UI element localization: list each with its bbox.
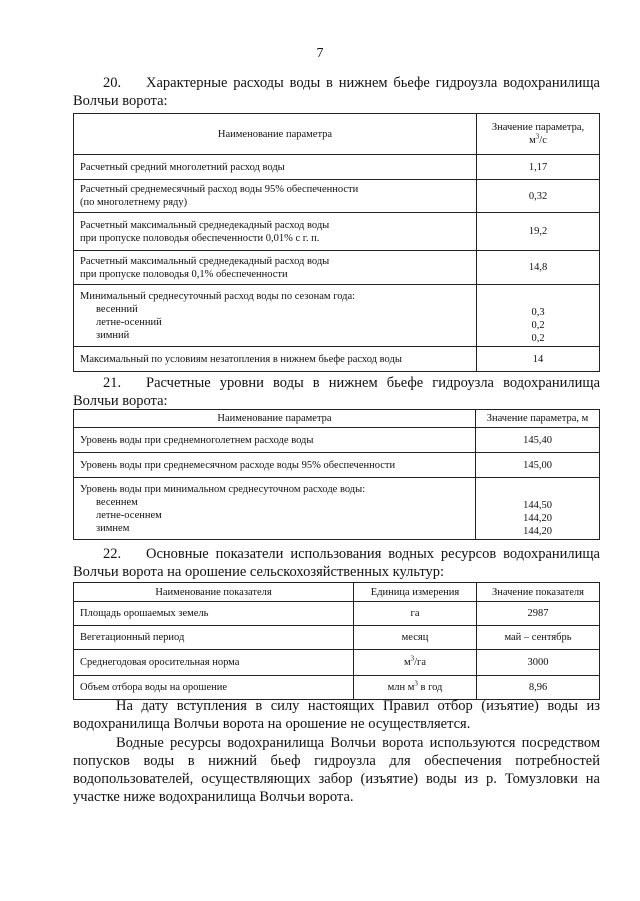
discharge-table [73,113,600,372]
row-value: 145,00 [476,453,600,478]
row-label: Минимальный среднесуточный расход воды по сезонам года: весенний летне-осенний зимний [74,285,477,347]
row-value: 19,2 [477,213,600,251]
column-header-value: Значение параметра, м [476,410,600,428]
row-label: Расчетный максимальный среднедекадный расход воды при пропуске половодья 0,1% обеспеченности [74,251,477,285]
column-header-name: Наименование показателя [74,583,354,602]
table-header-row [74,583,600,602]
table-row [74,478,600,540]
column-header-value: Значение показателя [477,583,600,602]
column-header-parameter: Наименование параметра [74,410,476,428]
table-row [74,626,600,650]
table-row [74,428,600,453]
row-label: Среднегодовая оросительная норма [74,650,354,676]
row-value: 1,17 [477,155,600,180]
row-label: Уровень воды при среднемноголетнем расходе воды [74,428,476,453]
row-label: Уровень воды при минимальном среднесуточном расходе воды: весеннем летне-осеннем зимнем [74,478,476,540]
section-20-heading [73,74,600,110]
row-unit: млн $м^3$ в год [354,676,477,700]
section-22-number: 22. [103,546,122,562]
row-value: 2987 [477,602,600,626]
table-row [74,213,600,251]
row-label: Расчетный среднемесячный расход воды 95% обеспеченности (по многолетнему ряду) [74,180,477,213]
section-21-heading [73,374,600,410]
row-value: 14 [477,347,600,372]
table-row [74,285,600,347]
section-20-text: Характерные расходы воды в нижнем бьефе гидроузла водохранилища Волчьи ворота: [73,75,600,109]
row-value: 144,50 144,20 144,20 [476,478,600,540]
row-unit: $м^3/га$ [354,650,477,676]
row-label: Площадь орошаемых земель [74,602,354,626]
section-20-number: 20. [103,75,122,91]
row-value: 145,40 [476,428,600,453]
row-value: 0,32 [477,180,600,213]
column-header-value: Значение параметра, $м^3/с$ [477,114,600,155]
row-value: 3000 [477,650,600,676]
water-level-table [73,409,600,540]
irrigation-table [73,582,600,700]
row-unit: га [354,602,477,626]
row-label: Вегетационный период [74,626,354,650]
table-header-row [74,410,600,428]
page-number: 7 [316,46,324,61]
row-label: Объем отбора воды на орошение [74,676,354,700]
table-row [74,676,600,700]
column-header-unit: Единица измерения [354,583,477,602]
row-value: 0,3 0,2 0,2 [477,285,600,347]
table-row [74,347,600,372]
table-row [74,602,600,626]
table-row [74,180,600,213]
table-row [74,251,600,285]
row-value: 14,8 [477,251,600,285]
section-21-number: 21. [103,375,122,391]
paragraph-irrigation-note: На дату вступления в силу настоящих Правил отбор (изъятие) воды из водохранилища Волчьи ворота на орошение не осуществляется. [73,698,600,732]
row-value: 8,96 [477,676,600,700]
section-22-heading [73,545,600,581]
row-label: Уровень воды при среднемесячном расходе воды 95% обеспеченности [74,453,476,478]
row-label: Расчетный средний многолетний расход воды [74,155,477,180]
table-row [74,155,600,180]
row-value: май – сентябрь [477,626,600,650]
paragraph-water-resources: Водные ресурсы водохранилища Волчьи ворота используются посредством попусков воды в нижний бьеф гидроузла для обеспечения потребностей водопользователей, осуществляющих забор (изъятие) воды из р. Томузловки на участке ниже водохранилища Волчьи ворота. [73,735,600,805]
section-22-text: Основные показатели использования водных ресурсов водохранилища Волчьи ворота на орошение сельскохозяйственных культур: [73,546,600,580]
row-unit: месяц [354,626,477,650]
column-header-parameter: Наименование параметра [74,114,477,155]
section-21-text: Расчетные уровни воды в нижнем бьефе гидроузла водохранилища Волчьи ворота: [73,375,600,409]
table-row [74,650,600,676]
row-label: Расчетный максимальный среднедекадный расход воды при пропуске половодья обеспеченности 0,01% с г. п. [74,213,477,251]
table-header-row [74,114,600,155]
table-row [74,453,600,478]
row-label: Максимальный по условиям незатопления в нижнем бьефе расход воды [74,347,477,372]
